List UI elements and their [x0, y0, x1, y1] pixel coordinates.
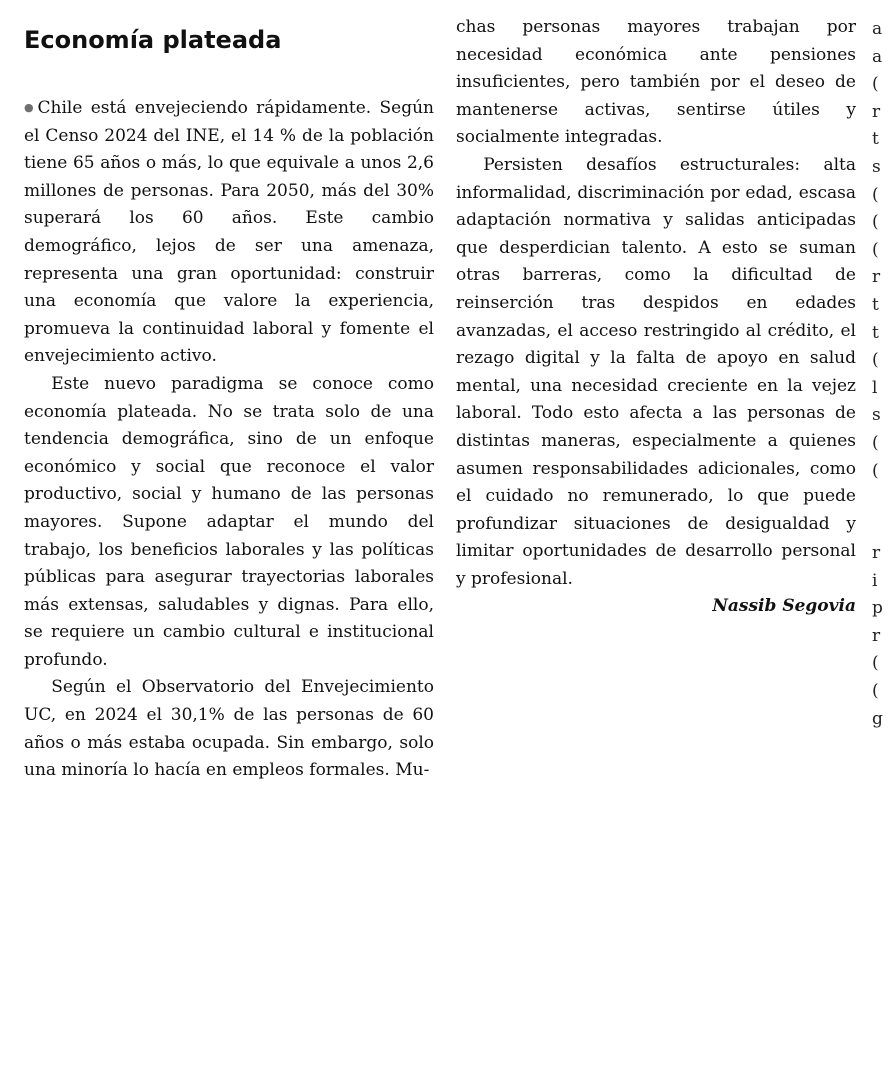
edge-letter: p — [872, 598, 883, 619]
edge-letter: r — [872, 543, 881, 564]
article-title: Economía plateada — [24, 26, 282, 54]
edge-letter: a — [872, 19, 883, 39]
edge-letter: t — [872, 322, 879, 343]
edge-letter — [872, 485, 892, 540]
edge-letter: t — [872, 294, 879, 315]
article-column-1 — [24, 94, 434, 785]
author-signature: Nassib Segovia — [712, 596, 856, 617]
edge-letter: ( — [872, 432, 879, 453]
paragraph-2: Este nuevo paradigma se conoce como economía plateada. No se trata solo de una tendencia demográfica, sino de un enfoque económico y social que reconoce el valor productivo, social y humano de las personas mayores. Supone adaptar el mundo del trabajo, los beneficios laborales y las políticas públicas para asegurar trayectorias laborales más extensas, saludables y dignas. Para ello, se requiere un cambio cultural e institucional profundo. — [24, 373, 434, 670]
paragraph-3: Según el Observatorio del Envejecimiento UC, en 2024 el 30,1% de las personas de 60 años o más estaba ocupada. Sin embargo, solo una minoría lo hacía en empleos formales. Mu- — [24, 677, 434, 781]
edge-letter: ( — [872, 350, 879, 371]
edge-letter: ( — [872, 184, 879, 205]
edge-letter: g — [872, 708, 883, 729]
paragraph-4: chas personas mayores trabajan por necesidad económica ante pensiones insuficientes, pero también por el deseo de mantenerse activas, sentirse útiles y socialmente integradas. — [456, 17, 856, 148]
edge-letter: r — [872, 101, 881, 122]
edge-letter: l — [872, 377, 878, 398]
edge-letter: ( — [872, 74, 879, 95]
edge-letter: t — [872, 129, 879, 150]
edge-letter: s — [872, 405, 881, 426]
edge-letter: ( — [872, 681, 879, 702]
edge-letter: a — [872, 46, 883, 67]
edge-letter: i — [872, 570, 878, 591]
bullet-icon: ● — [24, 101, 37, 114]
edge-letter: r — [872, 267, 881, 288]
edge-letter: ( — [872, 212, 879, 233]
paragraph-1-text: Chile está envejeciendo rápidamente. Según el Censo 2024 del INE, el 14 % de la población tiene 65 años o más, lo que equivale a unos 2,6 millones de personas. Para 2050, más del 30% superará los 60 años. Este cambio demográfico, lejos de ser una amenaza, representa una gran oportunidad: construir una economía que valore la experiencia, promueva la continuidad laboral y fomente el envejecimiento activo. — [24, 98, 434, 367]
edge-letter: r — [872, 625, 881, 646]
paragraph-1 — [24, 94, 434, 371]
edge-letter: ( — [872, 239, 879, 260]
edge-letter: ( — [872, 653, 879, 674]
paragraph-5: Persisten desafíos estructurales: alta informalidad, discriminación por edad, escasa adaptación normativa y salidas anticipadas que desperdician talento. A esto se suman otras barreras, como la dificultad de reinserción tras despidos en edades avanzadas, el acceso restringido al crédito, el rezago digital y la falta de apoyo en salud mental, una necesidad creciente en la vejez laboral. Todo esto afecta a las personas de distintas maneras, especialmente a quienes asumen responsabilidades adicionales, como el cuidado no remunerado, lo que puede profundizar situaciones de desigualdad y limitar oportunidades de desarrollo personal y profesional. — [456, 154, 856, 589]
edge-letter: s — [872, 156, 881, 177]
edge-letter: ( — [872, 460, 879, 481]
adjacent-column-edge — [872, 16, 892, 796]
article-column-2 — [456, 14, 856, 621]
